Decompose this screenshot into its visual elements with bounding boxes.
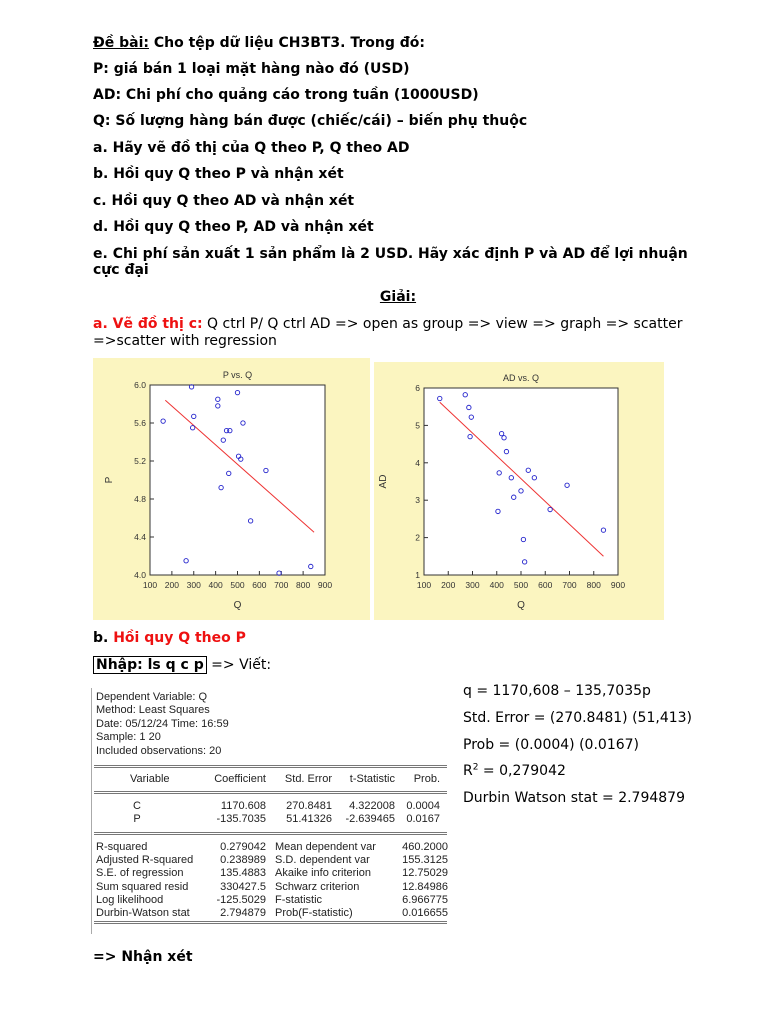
conclusion-label: => Nhận xét [93,949,193,965]
eviews-stat-label: Prob(F-statistic) [275,907,353,919]
eviews-rule [94,793,447,794]
r-squared-text [463,763,566,779]
std-error-text: Std. Error = (270.8481) (51,413) [463,710,693,726]
eviews-col-header: Variable [130,773,170,785]
x-tick-label: 500 [513,580,529,590]
durbin-watson-text: Durbin Watson stat = 2.794879 [463,790,685,806]
x-tick-label: 200 [441,580,456,590]
eviews-stat-value: 155.3125 [402,854,448,867]
eviews-rule [94,832,447,833]
problem-intro [93,34,425,52]
x-tick-label: 900 [610,580,626,590]
eviews-header-line: Dependent Variable: Q [96,691,208,703]
eviews-stat-value: 0.016655 [402,907,448,919]
x-tick-label: 400 [208,580,223,590]
eviews-header-line: Date: 05/12/24 Time: 16:59 [96,718,229,730]
eviews-col-header: Coefficient [214,773,266,785]
x-tick-label: 900 [317,580,333,590]
r-squared-label: R [463,763,473,779]
x-axis-label: Q [517,600,525,611]
solution-a-text: Q ctrl P/ Q ctrl AD => open as group => view => graph => scatter [202,316,683,332]
prob-text: Prob = (0.0004) (0.0167) [463,737,639,753]
task-c: c. Hồi quy Q theo AD và nhận xét [93,193,355,209]
ad-definition: AD: Chi phí cho quảng cáo trong tuần (1000USD) [93,87,479,103]
q-definition: Q: Số lượng hàng bán được (chiếc/cái) – biến phụ thuộc [93,113,528,129]
y-tick-label: 5 [415,420,420,431]
y-tick-label: 1 [415,570,420,580]
eviews-stat-label: Adjusted R-squared [96,854,194,867]
eviews-cell: 1170.608 [220,800,266,812]
eviews-stat-value: 135.4883 [220,867,266,880]
eviews-stat-label: Log likelihood [96,893,164,906]
x-tick-label: 400 [489,580,504,590]
eviews-cell: 0.0004 [406,800,440,812]
x-tick-label: 100 [416,580,432,590]
y-tick-label: 4.0 [134,570,146,580]
eviews-header-line: Included observations: 20 [96,745,222,757]
eviews-cell: -135.7035 [216,813,266,825]
eviews-rule [94,921,447,922]
eviews-stat-label: Schwarz criterion [275,880,360,893]
solution-a-label: a. Vẽ đồ thị c: [93,316,203,332]
chart-panel-ad-vs-q [374,362,664,620]
y-tick-label: 5.2 [134,456,146,466]
eviews-output [91,688,449,934]
solution-a-line2: =>scatter with regression [93,333,277,349]
task-b: b. Hồi quy Q theo P và nhận xét [93,166,344,182]
x-tick-label: 500 [230,580,245,590]
input-suffix: => Viết: [206,657,272,673]
input-command: Nhập: ls q c p [93,656,207,674]
task-e-line1: e. Chi phí sản xuất 1 sản phẩm là 2 USD. Hãy xác định P và AD để lợi nhuận [93,246,688,262]
y-axis-label: P [104,476,115,484]
input-command-line [93,656,271,674]
solution-b-prefix: b. [93,630,114,646]
eviews-stat-label: R-squared [96,841,148,853]
solution-b-label: Hồi quy Q theo P [113,630,246,646]
x-axis-label: Q [233,600,242,611]
eviews-rule [94,767,447,768]
scatter-chart-ad-vs-q [374,362,664,620]
y-tick-label: 4.4 [134,532,146,542]
eviews-stat-value: 2.794879 [220,907,266,919]
regression-equation: q = 1170,608 – 135,7035p [463,683,651,699]
eviews-rule [94,923,447,924]
problem-intro-label: Đề bài: [93,35,149,51]
p-definition: P: giá bán 1 loại mặt hàng nào đó (USD) [93,61,410,77]
solution-b-heading [93,629,246,647]
x-tick-label: 100 [142,580,158,590]
chart-title: P vs. Q [222,370,253,380]
plot-area [424,388,618,575]
eviews-stat-label: Durbin-Watson stat [96,907,190,919]
task-d: d. Hồi quy Q theo P, AD và nhận xét [93,219,374,235]
eviews-stat-value: -125.5029 [216,893,266,906]
eviews-cell: -2.639465 [345,813,395,825]
eviews-stat-value: 12.75029 [402,867,448,880]
eviews-header-line: Method: Least Squares [96,704,210,716]
eviews-col-header: Prob. [413,773,440,785]
x-tick-label: 700 [274,580,289,590]
solution-title: Giải: [379,289,417,305]
plot-area [150,385,325,575]
eviews-stat-value: 330427.5 [220,880,266,893]
x-tick-label: 300 [465,580,480,590]
eviews-variable-name: C [133,800,141,812]
task-e-line2: cực đại [93,262,149,278]
x-tick-label: 600 [538,580,553,590]
eviews-stat-label: S.E. of regression [96,867,184,880]
x-tick-label: 800 [586,580,601,590]
eviews-cell: 4.322008 [349,800,395,812]
x-tick-label: 300 [186,580,201,590]
eviews-stat-label: Mean dependent var [275,841,376,853]
y-tick-label: 3 [415,495,420,506]
eviews-stat-label: Akaike info criterion [275,867,371,880]
x-tick-label: 600 [252,580,267,590]
y-axis-label: AD [378,474,389,489]
eviews-stat-value: 0.238989 [220,854,266,867]
eviews-stat-value: 0.279042 [220,841,266,853]
eviews-header-line: Sample: 1 20 [96,731,161,743]
eviews-cell: 51.41326 [286,813,332,825]
eviews-cell: 0.0167 [406,813,440,825]
y-tick-label: 4 [415,457,420,468]
x-tick-label: 800 [296,580,311,590]
task-a: a. Hãy vẽ đồ thị của Q theo P, Q theo AD [93,140,410,156]
eviews-stat-value: 460.2000 [402,841,448,853]
chart-panel-p-vs-q [93,358,370,620]
eviews-stat-label: S.D. dependent var [275,854,370,867]
eviews-rule [94,791,447,792]
solution-a-line1 [93,315,682,333]
y-tick-label: 6 [415,383,420,393]
x-tick-label: 200 [164,580,179,590]
eviews-variable-name: P [133,813,141,825]
x-tick-label: 700 [562,580,577,590]
eviews-col-header: Std. Error [284,773,332,785]
y-tick-label: 2 [415,532,420,543]
y-tick-label: 4.8 [134,494,146,504]
y-tick-label: 6.0 [134,380,146,390]
eviews-stat-value: 12.84986 [402,880,448,893]
r-squared-superscript: 2 [472,762,479,773]
eviews-stat-label: F-statistic [275,893,323,906]
problem-intro-text: Cho tệp dữ liệu CH3BT3. Trong đó: [148,35,425,51]
r-squared-value: = 0,279042 [478,763,566,779]
eviews-stat-value: 6.966775 [402,893,448,906]
eviews-col-header: t-Statistic [349,773,395,785]
eviews-stat-label: Sum squared resid [96,880,189,893]
eviews-rule [94,765,447,766]
eviews-rule [94,834,447,835]
chart-title: AD vs. Q [502,373,540,383]
scatter-chart-p-vs-q [93,358,370,620]
eviews-cell: 270.8481 [286,800,332,812]
y-tick-label: 5.6 [134,418,146,428]
